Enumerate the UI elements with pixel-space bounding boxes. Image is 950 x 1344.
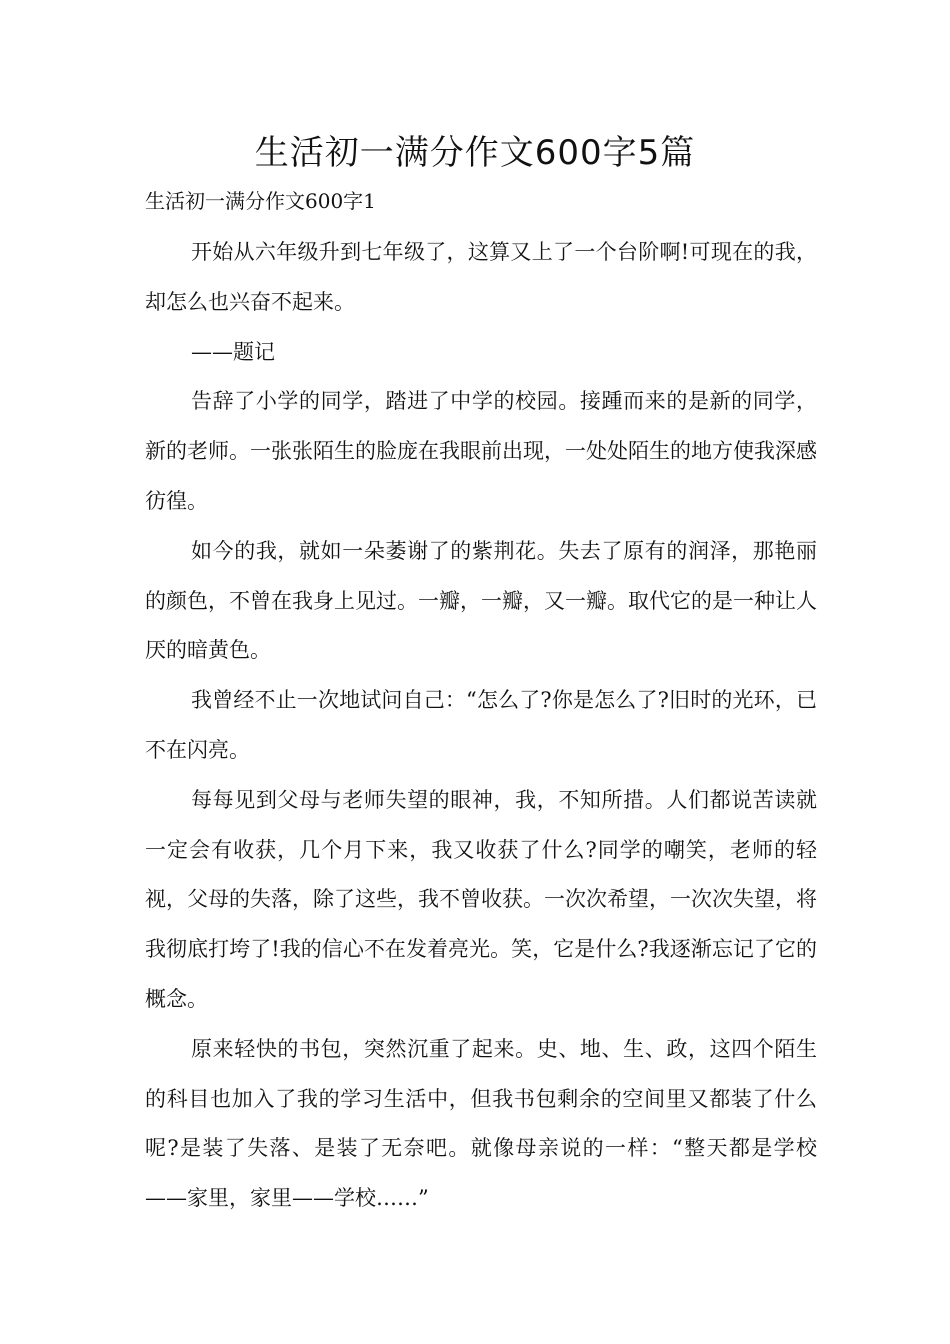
- paragraph: 如今的我，就如一朵萎谢了的紫荆花。失去了原有的润泽，那艳丽的颜色，不曾在我身上见过。一瓣，一瓣，又一瓣。取代它的是一种让人厌的暗黄色。: [145, 538, 817, 663]
- paragraph: 开始从六年级升到七年级了，这算又上了一个台阶啊!可现在的我，却怎么也兴奋不起来。: [145, 240, 817, 314]
- paragraph: 告辞了小学的同学，踏进了中学的校园。接踵而来的是新的同学，新的老师。一张张陌生的脸庞在我眼前出现，一处处陌生的地方使我深感彷徨。: [145, 389, 817, 513]
- paragraph: 我曾经不止一次地试问自己：“怎么了?你是怎么了?旧时的光环，已不在闪亮。: [145, 688, 817, 762]
- essay-heading: 生活初一满分作文600字1: [145, 189, 376, 213]
- paragraph: 每每见到父母与老师失望的眼神，我，不知所措。人们都说苦读就一定会有收获，几个月下来，我又收获了什么?同学的嘲笑，老师的轻视，父母的失落，除了这些，我不曾收获。一次次希望，一次次失望，将我彻底打垮了!我的信心不在发着亮光。笑，它是什么?我逐渐忘记了它的概念。: [145, 787, 817, 1011]
- essay-body: [145, 228, 817, 1224]
- paragraph: ——题记: [191, 339, 275, 364]
- document-title: 生活初一满分作文600字5篇: [254, 133, 696, 173]
- paragraph: 原来轻快的书包，突然沉重了起来。史、地、生、政，这四个陌生的科目也加入了我的学习生活中，但我书包剩余的空间里又都装了什么呢?是装了失落、是装了无奈吧。就像母亲说的一样：“整天都是学校——家里，家里——学校……”: [145, 1036, 817, 1211]
